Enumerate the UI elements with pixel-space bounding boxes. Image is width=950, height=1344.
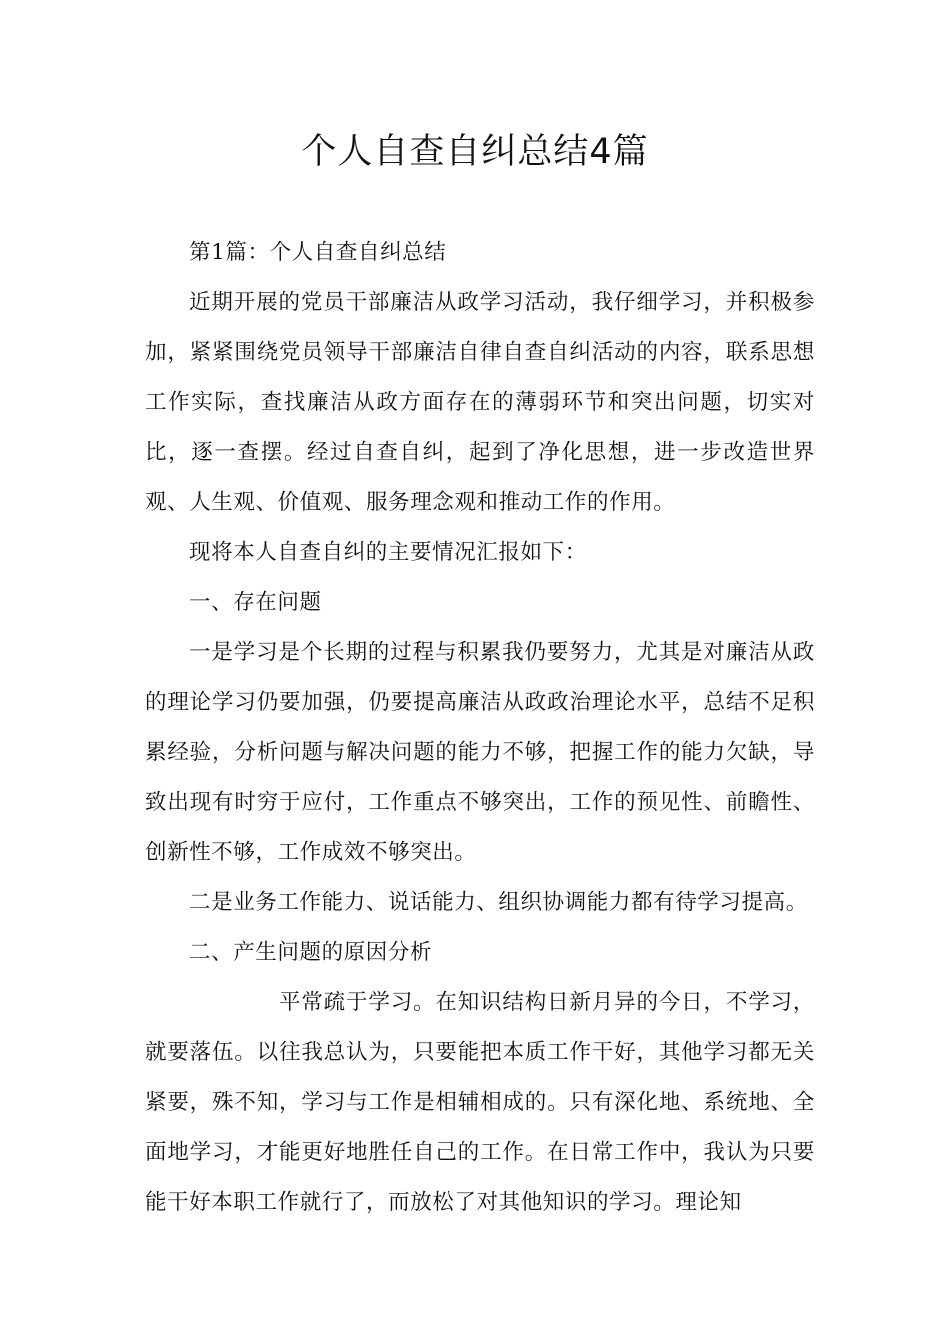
cause-analysis-paragraph: 平常疏于学习。在知识结构日新月异的今日，不学习，就要落伍。以往我总认为，只要能把本质工作干好，其他学习都无关紧要，殊不知，学习与工作是相辅相成的。只有深化地、系统地、全面地学习，才能更好地胜任自己的工作。在日常工作中，我认为只要能干好本职工作就行了，而放松了对其他知识的学习。理论知 <box>145 990 815 1215</box>
document-title: 个人自查自纠总结4篇 <box>301 132 649 172</box>
report-lead-paragraph: 现将本人自查自纠的主要情况汇报如下： <box>189 540 587 565</box>
section-heading-causes: 二、产生问题的原因分析 <box>189 940 433 965</box>
document-body <box>145 228 815 1228</box>
intro-paragraph: 近期开展的党员干部廉洁从政学习活动，我仔细学习，并积极参加，紧紧围绕党员领导干部廉洁自律自查自纠活动的内容，联系思想工作实际，查找廉洁从政方面存在的薄弱环节和突出问题，切实对比，逐一查摆。经过自查自纠，起到了净化思想，进一步改造世界观、人生观、价值观、服务理念观和推动工作的作用。 <box>145 290 815 515</box>
problem-one-paragraph: 一是学习是个长期的过程与积累我仍要努力，尤其是对廉洁从政的理论学习仍要加强，仍要提高廉洁从政政治理论水平，总结不足积累经验，分析问题与解决问题的能力不够，把握工作的能力欠缺，导致出现有时穷于应付，工作重点不够突出，工作的预见性、前瞻性、创新性不够，工作成效不够突出。 <box>145 640 815 865</box>
section-heading-part-1: 第1篇：个人自查自纠总结 <box>189 240 447 265</box>
problem-two-paragraph: 二是业务工作能力、说话能力、组织协调能力都有待学习提高。 <box>189 890 808 915</box>
section-heading-problems: 一、存在问题 <box>189 590 322 615</box>
